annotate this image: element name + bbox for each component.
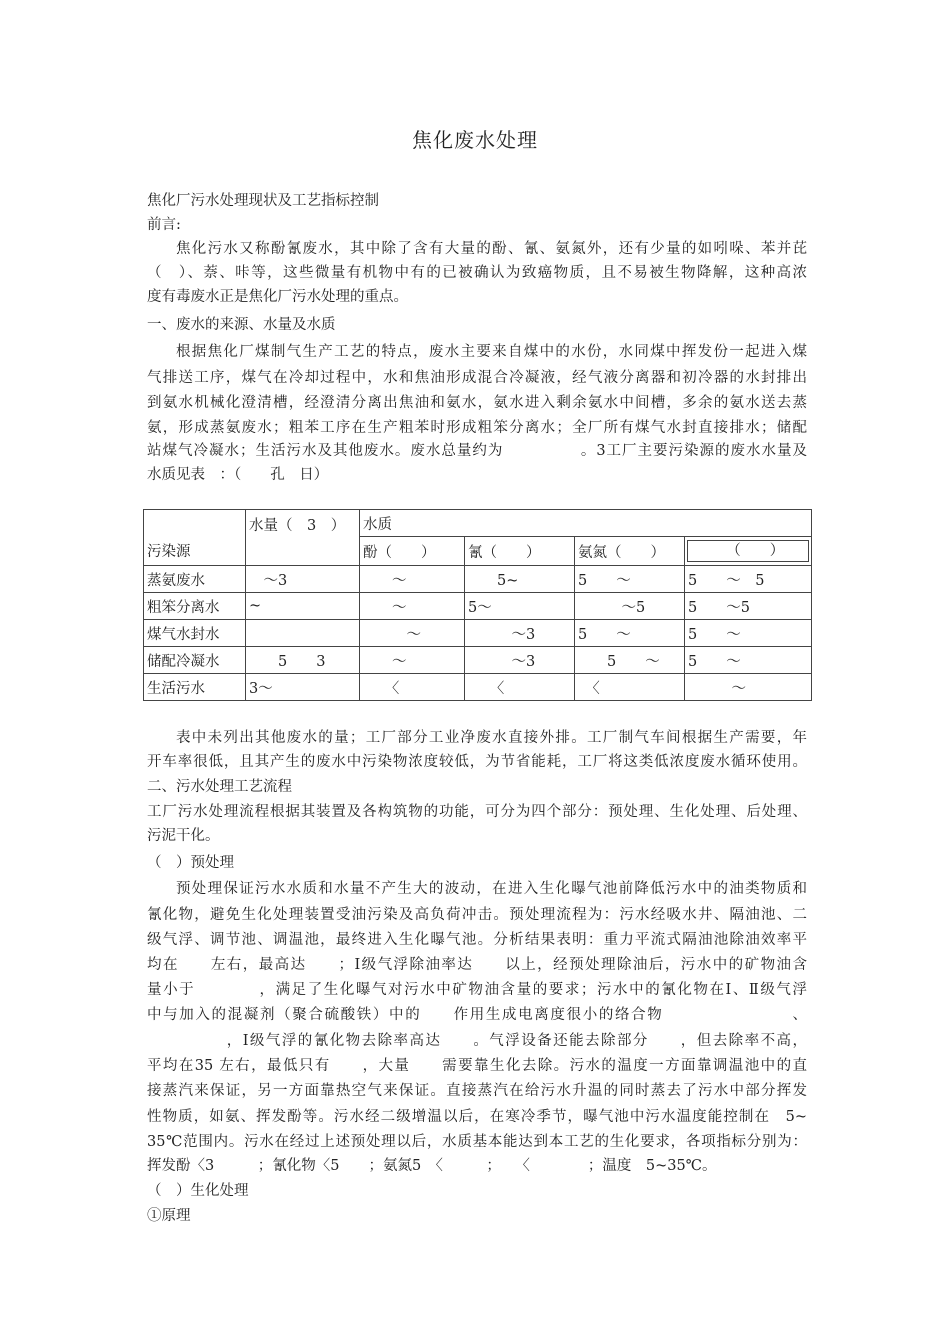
pretreatment-line: 量小于 ，满足了生化曝气对污水中矿物油含量的要求；污水中的氰化物在Ⅰ、Ⅱ级气浮	[147, 982, 807, 998]
section2-line: 污泥干化。	[147, 828, 220, 844]
section1-line: 到氨水机械化澄清槽，经澄清分离出焦油和氨水，氨水进入剩余氨水中间槽，多余的氨水送去蒸	[147, 395, 807, 411]
row-source: 生活污水	[144, 674, 246, 701]
row-cell: 〈	[360, 674, 465, 701]
row-cell: 5 ～ 5	[685, 566, 812, 593]
section1-line: 水质见表 ：（ 孔 日）	[147, 467, 329, 483]
row-cell: ～3	[465, 620, 575, 647]
row-cell: 5 ～	[685, 620, 812, 647]
pretreatment-line: 氰化物，避免生化处理装置受油污染及高负荷冲击。预处理流程为：污水经吸水井、隔油池、二	[147, 907, 807, 923]
row-cell: ～3	[246, 566, 360, 593]
row-cell: 5 ～	[575, 647, 685, 674]
pretreatment-line: 接蒸汽来保证，另一方面靠热空气来保证。直接蒸汽在给污水升温的同时蒸去了污水中部分挥发	[147, 1083, 807, 1099]
row-source: 粗笨分离水	[144, 593, 246, 620]
row-cell: 5 ～5	[685, 593, 812, 620]
row-cell	[246, 620, 360, 647]
section1-line: 气排送工序，煤气在冷却过程中，水和焦油形成混合冷凝液，经气液分离器和初冷器的水封排出	[147, 370, 807, 386]
section-heading: 二、污水处理工艺流程	[147, 779, 292, 795]
row-cell: ～	[685, 674, 812, 701]
subsection-item: ①原理	[147, 1208, 191, 1224]
row-source: 储配冷凝水	[144, 647, 246, 674]
row-cell: 5 ～	[575, 620, 685, 647]
header-source: 污染源	[144, 510, 246, 566]
pollution-source-table	[143, 509, 812, 701]
row-cell: ～5	[575, 593, 685, 620]
row-cell: ~	[246, 593, 360, 620]
row-cell: ～3	[465, 647, 575, 674]
row-cell: ～	[360, 593, 465, 620]
document-title: 焦化废水处理	[412, 128, 538, 152]
row-cell: ～	[360, 566, 465, 593]
table-row	[144, 566, 812, 593]
header-cyanide: 氰（ ）	[465, 537, 575, 566]
pretreatment-line: ，Ⅰ级气浮的氰化物去除率高达 。气浮设备还能去除部分 ，但去除率不高，	[147, 1033, 807, 1049]
after-table-line: 表中未列出其他废水的量；工厂部分工业净废水直接外排。工厂制气车间根据生产需要，年	[176, 730, 807, 746]
row-cell: 〈	[465, 674, 575, 701]
header-volume: 水量（ 3 ）	[246, 510, 360, 566]
row-cell: 3～	[246, 674, 360, 701]
section1-line: 站煤气冷凝水；生活污水及其他废水。废水总量约为 。3工厂主要污染源的废水水量及	[147, 443, 807, 459]
section1-line: 氨，形成蒸氨废水；粗苯工序在生产粗苯时形成粗笨分离水；全厂所有煤气水封直接排水；储配	[147, 420, 807, 436]
pretreatment-line: 35℃范围内。污水在经过上述预处理以后，水质基本能达到本工艺的生化要求，各项指标分别为：	[147, 1134, 807, 1150]
row-cell: 5 3	[246, 647, 360, 674]
pretreatment-line: 平均在35 左右，最低只有 ，大量 需要靠生化去除。污水的温度一方面靠调温池中的直	[147, 1058, 807, 1074]
header-quality: 水质	[360, 510, 812, 537]
section-heading: 一、废水的来源、水量及水质	[147, 317, 336, 333]
header-ammonia: 氨氮（ ）	[575, 537, 685, 566]
subtitle: 焦化厂污水处理现状及工艺指标控制	[147, 193, 379, 209]
row-source: 蒸氨废水	[144, 566, 246, 593]
subsection-heading: （ ）预处理	[147, 855, 234, 871]
preface-line: 焦化污水又称酚氰废水，其中除了含有大量的酚、氰、氨氮外，还有少量的如吲哚、苯并芘	[176, 241, 807, 257]
table-row	[144, 620, 812, 647]
after-table-line: 开车率很低，且其产生的废水中污染物浓度较低，为节省能耗，工厂将这类低浓度废水循环使用。	[147, 754, 807, 770]
row-cell: 5 ～	[575, 566, 685, 593]
header-cod	[685, 537, 812, 566]
row-cell: ～	[360, 620, 465, 647]
row-cell: 5～	[465, 593, 575, 620]
row-cell: 〈	[575, 674, 685, 701]
pretreatment-line: 均在 左右，最高达 ；Ⅰ级气浮除油率达 以上，经预处理除油后，污水中的矿物油含	[147, 957, 807, 973]
table-row	[144, 647, 812, 674]
preface-label: 前言:	[147, 217, 181, 233]
row-cell: ～	[360, 647, 465, 674]
row-source: 煤气水封水	[144, 620, 246, 647]
pretreatment-line: 级气浮、调节池、调温池，最终进入生化曝气池。分析结果表明：重力平流式隔油池除油效率平	[147, 932, 807, 948]
section1-line: 根据焦化厂煤制气生产工艺的特点，废水主要来自煤中的水份，水同煤中挥发份一起进入煤	[176, 344, 807, 360]
row-cell: 5 ～	[685, 647, 812, 674]
section2-line: 工厂污水处理流程根据其装置及各构筑物的功能，可分为四个部分：预处理、生化处理、后处理、	[147, 804, 807, 820]
header-phenol: 酚（ ）	[360, 537, 465, 566]
pretreatment-line: 中与加入的混凝剂（聚合硫酸铁）中的 作用生成电离度很小的络合物 、	[147, 1007, 807, 1023]
table-row	[144, 593, 812, 620]
pretreatment-line: 挥发酚〈3 ；氰化物〈5 ；氨氮5 〈 ； 〈 ；温度 5~35℃。	[147, 1158, 717, 1174]
subsection-heading: （ ）生化处理	[147, 1183, 249, 1199]
preface-line: （ ）、萘、咔等，这些微量有机物中有的已被确认为致癌物质，且不易被生物降解，这种高浓	[147, 265, 807, 281]
table-header-row	[144, 510, 812, 537]
table-row	[144, 674, 812, 701]
preface-line: 度有毒废水正是焦化厂污水处理的重点。	[147, 289, 408, 305]
header-cod-text: （ ）	[687, 540, 809, 562]
row-cell: 5~	[465, 566, 575, 593]
pretreatment-line: 性物质，如氨、挥发酚等。污水经二级增温以后，在寒冷季节，曝气池中污水温度能控制在 5~	[147, 1109, 807, 1125]
pretreatment-line: 预处理保证污水水质和水量不产生大的波动，在进入生化曝气池前降低污水中的油类物质和	[176, 881, 807, 897]
